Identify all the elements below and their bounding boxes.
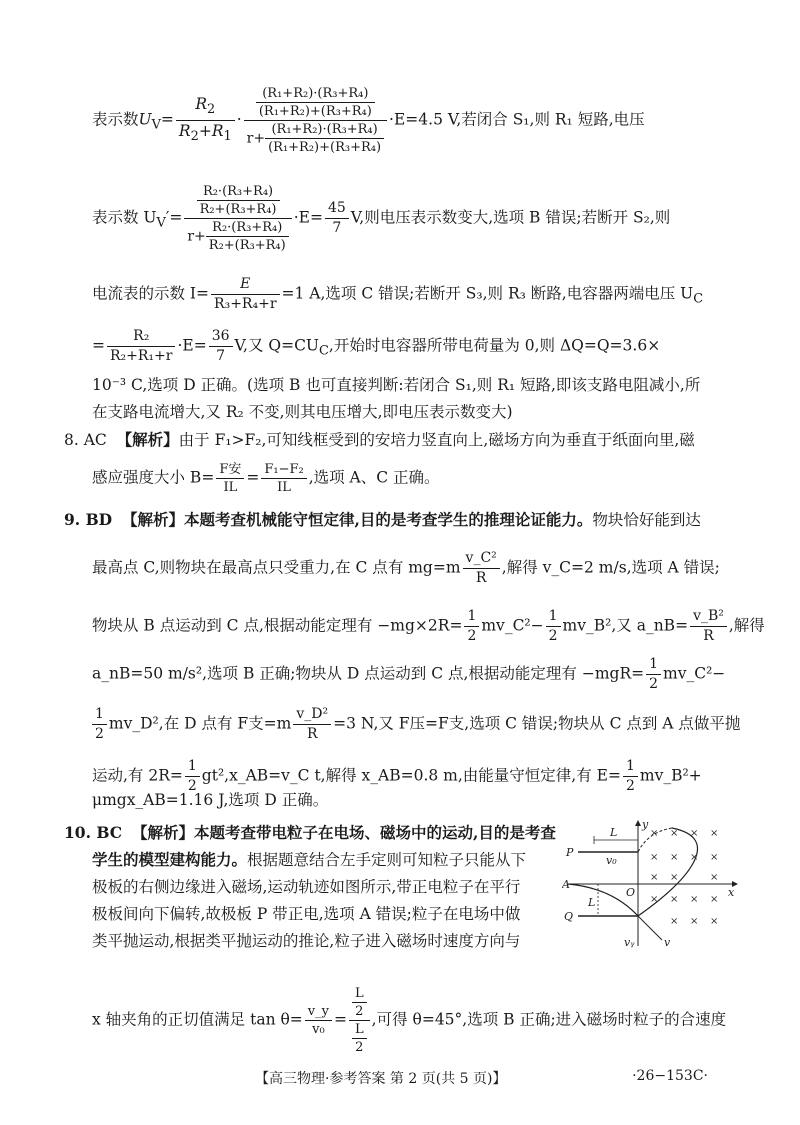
text: 电流表的示数 I=: [92, 284, 210, 303]
field-mark: ×: [710, 894, 719, 905]
text: 表示数 U: [92, 208, 157, 227]
fraction-uc: $\frac{\text{R₂}}{\text{R₂+R₁+r}}$: [107, 328, 175, 365]
label-vy: vᵧ: [624, 936, 635, 949]
text: mv_C²−: [481, 616, 544, 635]
field-mark: ×: [690, 916, 699, 927]
text: 学生的模型建构能力。: [92, 850, 248, 869]
label-x: x: [728, 886, 735, 899]
den-bottom: R₂+(R₃+R₄): [208, 238, 286, 253]
q9-line-3: [92, 608, 765, 645]
fraction-vb2-r: $\frac{\text{v\_B²}}{R}$: [690, 608, 727, 645]
text: 根据题意结合左手定则可知粒子只能从下: [247, 851, 527, 869]
analysis-tag: 【解析】: [121, 510, 184, 529]
text: =1 A,选项 C 错误;若断开 S₃,则 R₃ 断路,电容器两端电压 U: [281, 284, 694, 303]
text: 表示数: [92, 110, 139, 129]
field-mark: ×: [670, 852, 679, 863]
big-den-top: (R₁+R₂)·(R₃+R₄): [265, 122, 384, 139]
text: mv_B²+: [639, 766, 702, 785]
field-mark: ×: [650, 872, 659, 883]
field-mark: ×: [710, 916, 719, 927]
footer-code: ·26−153C·: [632, 1068, 708, 1084]
text: ,解得: [728, 616, 765, 635]
analysis-tag: 【解析】: [116, 430, 179, 449]
label-v0: v₀: [606, 854, 617, 867]
footer-title: 【高三物理·参考答案 第 2 页(共 5 页)】: [255, 1071, 507, 1087]
field-mark: ×: [670, 894, 679, 905]
solution-line-1: [92, 86, 645, 155]
q10-line-3: 极板的右侧边缘进入磁场,运动轨迹如图所示,带正电粒子在平行: [92, 878, 521, 896]
text: ·: [236, 110, 242, 129]
text: ·E=: [177, 336, 207, 355]
label-o: O: [626, 886, 636, 899]
fraction-f1f2-il: $\frac{\text{F₁−F₂}}{IL}$: [261, 462, 306, 495]
field-mark: ×: [650, 828, 659, 839]
analysis-tag: 【解析】: [131, 823, 194, 842]
fraction-big: [244, 86, 387, 155]
label-q: Q: [564, 910, 574, 923]
fraction-45-7: $\frac{45}{7}$: [325, 200, 349, 237]
label-p: P: [566, 846, 574, 859]
question-number: 9. BD: [64, 510, 113, 529]
text: V,又 Q=CU: [234, 336, 319, 355]
text: 物块从 B 点运动到 C 点,根据动能定理有 −mg×2R=: [92, 616, 463, 635]
big-num-bottom: (R₁+R₂)+(R₃+R₄): [258, 104, 372, 119]
solution-line-6: 在支路电流增大,又 R₂ 不变,则其电压增大,即电压表示数变大): [92, 403, 513, 421]
label-v: v: [664, 936, 671, 949]
field-mark: ×: [670, 828, 679, 839]
symbol-U: U: [138, 110, 152, 129]
text: ·E=: [293, 208, 323, 227]
fraction-half: $\frac{1}{2}$: [464, 608, 479, 645]
text: V,则电压表示数变大,选项 B 错误;若断开 S₂,则: [350, 208, 671, 227]
q9-line-1: [64, 510, 701, 530]
text: 运动,有 2R=: [92, 766, 183, 785]
fraction-current: $\frac{E}{\text{R₃+R₄+r}}$: [211, 276, 279, 313]
solution-line-5: 10⁻³ C,选项 D 正确。(选项 B 也可直接判断:若闭合 S₁,则 R₁ 短路,即该支路电阻减小,所: [92, 376, 701, 394]
num-top: R₂·(R₃+R₄): [197, 184, 280, 201]
label-a: A: [562, 878, 570, 891]
text: a_nB=50 m/s²,选项 B 正确;物块从 D 点运动到 C 点,根据动能定理有 −mgR=: [92, 664, 645, 683]
field-mark: ×: [690, 828, 699, 839]
text: 物块恰好能到达: [592, 511, 701, 529]
num-bottom: R₂+(R₃+R₄): [199, 202, 277, 217]
text: mv_B²,又 a_nB=: [562, 616, 689, 635]
text: 感应强度大小 B=: [92, 468, 215, 487]
fraction-half-l: $\frac{\frac{L}{2}}{\frac{L}{2}}$: [349, 986, 370, 1055]
text: r+: [246, 130, 266, 147]
q9-line-4: [92, 656, 725, 693]
fraction-vc2-r: $\frac{\text{v\_C²}}{R}$: [463, 550, 500, 587]
label-y: y: [642, 818, 649, 831]
text: gt²,x_AB=v_C t,解得 x_AB=0.8 m,由能量守恒定律,有 E=: [201, 766, 621, 785]
big-num-top: (R₁+R₂)·(R₃+R₄): [256, 86, 375, 103]
text: ,开始时电容器所带电荷量为 0,则 ΔQ=Q=3.6×: [328, 336, 661, 355]
trajectory-magnetic: [638, 828, 698, 916]
q10-line-1: [64, 823, 556, 843]
text: ·E=4.5 V,若闭合 S₁,则 R₁ 短路,电压: [389, 110, 645, 129]
question-number: 8. AC: [64, 431, 107, 449]
text: ,选项 A、C 正确。: [308, 468, 440, 487]
text: ,解得 v_C=2 m/s,选项 A 错误;: [501, 558, 720, 577]
text: x 轴夹角的正切值满足 tan θ=: [92, 1010, 303, 1029]
field-mark: ×: [670, 872, 679, 883]
fraction-vd2-r: $\frac{\text{v\_D²}}{R}$: [293, 706, 331, 743]
magnetic-field: [650, 828, 718, 927]
fraction-vy-v0: $\frac{v\_y}{\text{v₀}}$: [305, 1004, 332, 1037]
field-mark: ×: [710, 872, 719, 883]
field-mark: ×: [650, 852, 659, 863]
text: 最高点 C,则物块在最高点只受重力,在 C 点有 mg=m: [92, 558, 461, 577]
velocity-arrow: [638, 916, 662, 940]
q10-line-2: [92, 850, 526, 870]
text: ′=: [165, 208, 183, 227]
fraction-f-il: $\frac{\text{F安}}{IL}$: [216, 462, 244, 495]
fraction-half: $\frac{1}{2}$: [646, 656, 661, 693]
q8-line-2: 感应强度大小 B= $\frac{\text{F安}}{IL}$ = $\frac{\text{F₁−F₂}}{IL}$ ,选项 A、C 正确。: [92, 462, 440, 495]
y-axis-arrow: [635, 820, 641, 826]
text: 本题考查带电粒子在电场、磁场中的运动,目的是考查: [193, 823, 556, 842]
den-top: R₂·(R₃+R₄): [206, 220, 289, 237]
field-mark: ×: [690, 894, 699, 905]
q9-line-2: [92, 550, 720, 587]
text: mv_D²,在 D 点有 F支=m: [108, 714, 292, 733]
solution-line-3: [92, 276, 703, 313]
text: r+: [187, 228, 206, 245]
field-mark: ×: [710, 828, 719, 839]
question-number: 10. BC: [64, 823, 123, 842]
text: =: [92, 336, 105, 355]
field-mark: ×: [690, 852, 699, 863]
field-mark: ×: [670, 916, 679, 927]
particle-trajectory-diagram: [562, 818, 738, 950]
solution-line-2: 表示数 $U_V'=$ $\frac{\text{R₂·(R₃+R₄)}}{\text{R₂+(R₃+R₄)}}$ r+ $\frac{\text{R₂·(R₃+R₄)}}{\text{R₂+(R₃+R₄)}}$ ·E= $\frac{45}{7}$ V,则电压表示数变大,选项 B 错误;若断开 S₂,则: [92, 184, 671, 253]
text: =: [160, 110, 174, 129]
solution-line-4: = $\frac{\text{R₂}}{\text{R₂+R₁+r}}$ ·E= $\frac{36}{7}$ V,又 $Q=CU_C$,开始时电容器所带电荷量为 0,则 ΔQ=Q=3.6×: [92, 328, 661, 364]
fraction-r2-ratio: $\frac{R_2}{R_2+R_1}$: [176, 95, 235, 146]
fraction-half: $\frac{1}{2}$: [546, 608, 561, 645]
field-mark: ×: [650, 894, 659, 905]
q8-line-1: [64, 430, 695, 450]
fraction-half: $\frac{1}{2}$: [623, 758, 638, 795]
text: mv_C²−: [663, 664, 726, 683]
q9-line-5: [92, 706, 740, 743]
sub: C: [693, 291, 704, 307]
fraction-big-2: [184, 184, 291, 253]
text: ,可得 θ=45°,选项 B 正确;进入磁场时粒子的合速度: [371, 1010, 727, 1029]
fraction-half: $\frac{1}{2}$: [185, 758, 200, 795]
q10-line-4: 极板间向下偏转,故极板 P 带正电,选项 A 错误;粒子在电场中做: [92, 905, 521, 923]
label-l-side: L: [588, 896, 596, 909]
sub: V: [151, 117, 161, 133]
big-den-bottom: (R₁+R₂)+(R₃+R₄): [268, 140, 382, 155]
q10-line-5: 类平抛运动,根据类平抛运动的推论,粒子进入磁场时速度方向与: [92, 932, 521, 950]
text: 本题考查机械能守恒定律,目的是考查学生的推理论证能力。: [184, 510, 593, 529]
label-l-top: L: [610, 826, 618, 839]
q9-line-7: μmgx_AB=1.16 J,选项 D 正确。: [92, 791, 329, 809]
fraction-half: $\frac{1}{2}$: [92, 706, 107, 743]
text: =3 N,又 F压=F支,选项 C 错误;物块从 C 点到 A 点做平抛: [333, 714, 741, 733]
q10-line-6: x 轴夹角的正切值满足 tan θ= $\frac{v\_y}{\text{v₀}}$ = $\frac{\frac{L}{2}}{\frac{L}{2}}$ ,可得 θ=45°,选项 B 正确;进入磁场时粒子的合速度: [92, 986, 727, 1055]
field-mark: ×: [710, 852, 719, 863]
text: 由于 F₁>F₂,可知线框受到的安培力竖直向上,磁场方向为垂直于纸面向里,磁: [178, 431, 695, 449]
fraction-36-7: $\frac{36}{7}$: [209, 328, 233, 365]
